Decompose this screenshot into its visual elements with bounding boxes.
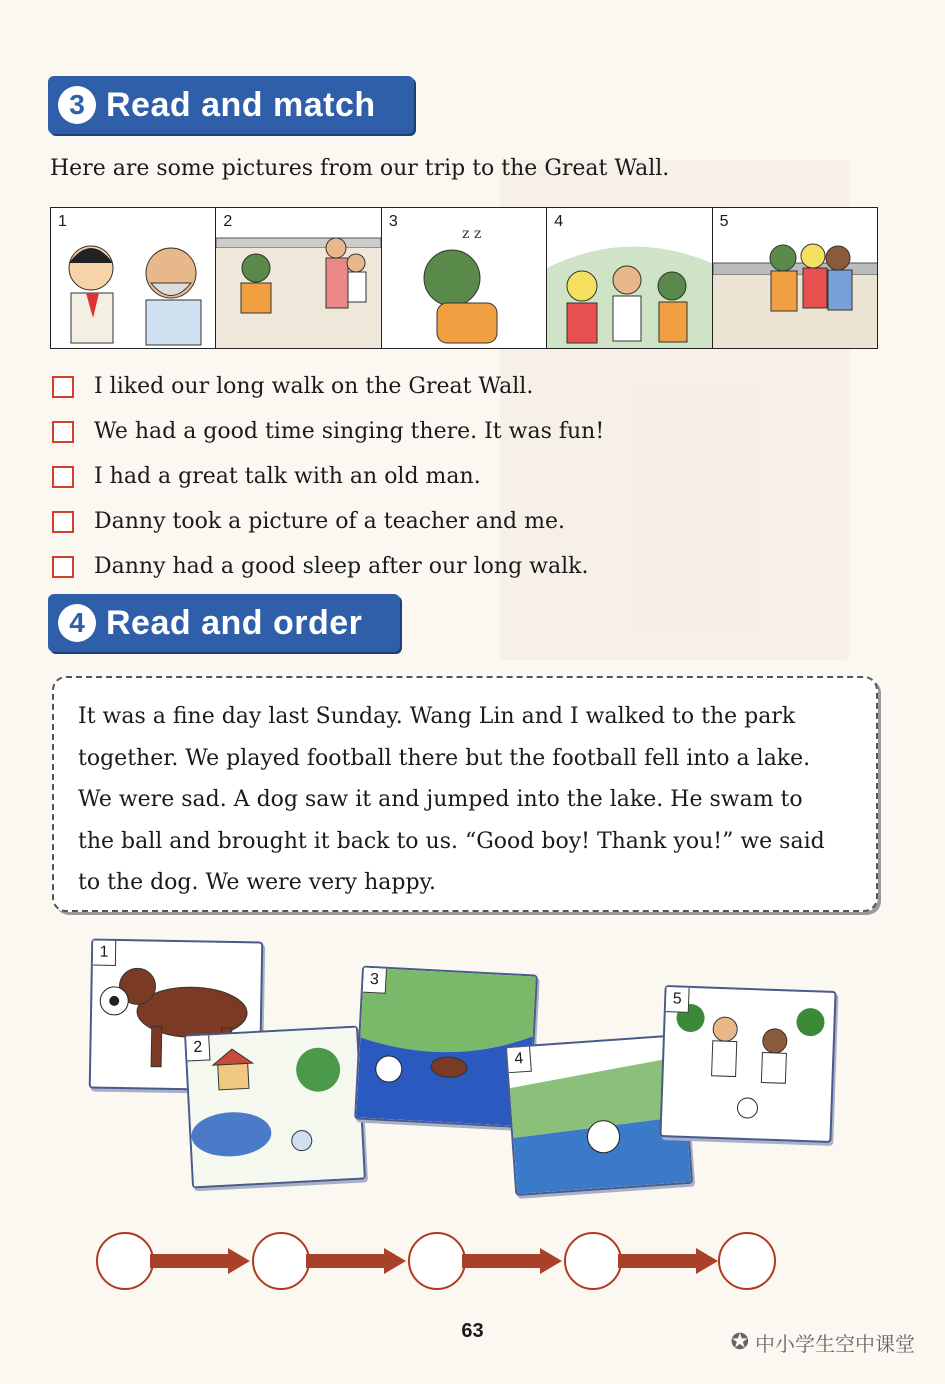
intro-text: Here are some pictures from our trip to the Great Wall. — [50, 156, 670, 181]
story-line: to the dog. We were very happy. — [78, 870, 437, 895]
answer-checkbox[interactable] — [52, 376, 74, 398]
picture-number: 5 — [719, 213, 729, 230]
answer-circle[interactable] — [408, 1232, 466, 1290]
sleeping-character-illustration — [382, 208, 547, 348]
watermark — [731, 1328, 915, 1357]
option-text: Danny took a picture of a teacher and me. — [94, 509, 565, 534]
order-sequence — [0, 1220, 945, 1300]
wechat-icon: ✪ — [730, 1330, 749, 1355]
story-line: We were sad. A dog saw it and jumped into the lake. He swam to — [78, 787, 803, 812]
picture-strip — [50, 207, 878, 349]
story-picture — [659, 985, 836, 1143]
section-3-banner — [48, 76, 414, 134]
picture-cell — [713, 208, 877, 348]
picture-number: 1 — [58, 213, 67, 230]
list-item — [52, 499, 604, 544]
arrow-right-icon — [306, 1248, 406, 1274]
picture-cell — [547, 208, 712, 348]
picture-number: 2 — [186, 1035, 210, 1061]
singing-children-illustration — [547, 208, 712, 348]
picture-cell — [216, 208, 381, 348]
option-text: Danny had a good sleep after our long walk. — [94, 554, 589, 579]
picture-number: 1 — [93, 941, 116, 966]
answer-circle[interactable] — [96, 1232, 154, 1290]
page-number: 63 — [461, 1320, 484, 1342]
answer-checkbox[interactable] — [52, 556, 74, 578]
picture-number: 3 — [363, 968, 387, 994]
picture-number: 4 — [554, 213, 564, 230]
walking-on-wall-illustration — [713, 208, 877, 348]
section-number-badge: 4 — [58, 604, 96, 642]
list-item — [52, 454, 604, 499]
story-line: together. We played football there but the football fell into a lake. — [78, 745, 811, 771]
option-text: I liked our long walk on the Great Wall. — [94, 374, 534, 399]
picture-number: 5 — [666, 987, 690, 1013]
answer-checkbox[interactable] — [52, 421, 74, 443]
list-item — [52, 544, 604, 589]
story-line: It was a fine day last Sunday. Wang Lin and I walked to the park — [78, 704, 796, 729]
story-picture — [184, 1026, 366, 1189]
park-scene-illustration — [186, 1028, 364, 1187]
list-item — [52, 364, 604, 409]
answer-circle[interactable] — [252, 1232, 310, 1290]
answer-checkbox[interactable] — [52, 511, 74, 533]
section-title: Read and order — [106, 603, 363, 642]
picture-cell — [382, 208, 547, 348]
boy-and-old-man-illustration — [51, 208, 216, 348]
answer-circle[interactable] — [564, 1232, 622, 1290]
story-box — [52, 676, 878, 912]
option-text: We had a good time singing there. It was fun! — [94, 419, 605, 444]
watermark-text: 中小学生空中课堂 — [755, 1332, 915, 1356]
answer-checkbox[interactable] — [52, 466, 74, 488]
arrow-right-icon — [150, 1248, 250, 1274]
picture-number: 2 — [223, 213, 233, 230]
answer-circle[interactable] — [718, 1232, 776, 1290]
picture-number: 4 — [507, 1047, 532, 1074]
svg-text:z z: z z — [461, 226, 482, 242]
option-text: I had a great talk with an old man. — [94, 464, 481, 489]
arrow-right-icon — [462, 1248, 562, 1274]
story-line: the ball and brought it back to us. “Good boy! Thank you!” we said — [78, 828, 825, 854]
match-options-list — [52, 364, 604, 589]
list-item — [52, 409, 604, 454]
picture-number: 3 — [388, 213, 398, 230]
arrow-right-icon — [618, 1248, 718, 1274]
picture-cell — [51, 208, 216, 348]
section-4-banner — [48, 594, 400, 652]
section-title: Read and match — [106, 85, 376, 124]
section-number-badge: 3 — [58, 86, 96, 124]
great-wall-photo-illustration — [216, 208, 381, 348]
